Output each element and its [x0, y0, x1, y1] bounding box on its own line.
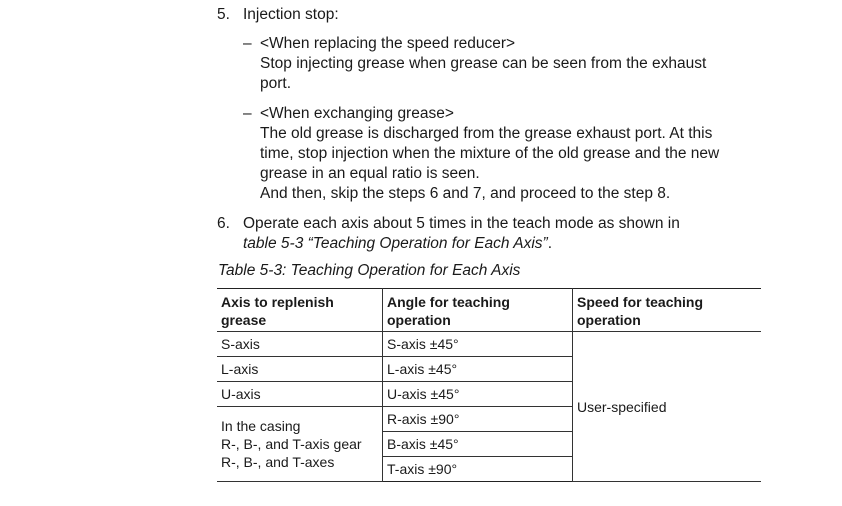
cell-angle: U-axis ±45°	[383, 382, 573, 407]
bullet-text-line: The old grease is discharged from the grease exhaust port. At this	[260, 125, 713, 142]
bullet-heading-replacing: <When replacing the speed reducer>	[260, 35, 516, 52]
table-caption: Table 5-3: Teaching Operation for Each Axis	[218, 262, 521, 279]
table-row	[217, 332, 761, 357]
cell-angle: L-axis ±45°	[383, 357, 573, 382]
bullet-heading-exchanging: <When exchanging grease>	[260, 105, 454, 122]
teaching-operation-table	[217, 288, 761, 482]
cell-angle: S-axis ±45°	[383, 332, 573, 357]
step-5-number: 5.	[217, 6, 230, 23]
bullet-text-line: grease in an equal ratio is seen.	[260, 165, 480, 182]
bullet-text-line: And then, skip the steps 6 and 7, and proceed to the step 8.	[260, 185, 671, 202]
bullet-text-line: time, stop injection when the mixture of the old grease and the new	[260, 145, 720, 162]
bullet-text-line: Stop injecting grease when grease can be seen from the exhaust	[260, 55, 707, 72]
cell-angle: R-axis ±90°	[383, 407, 573, 432]
step-6-text: Operate each axis about 5 times in the teach mode as shown in	[243, 215, 680, 232]
header-axis: Axis to replenish grease	[217, 289, 383, 332]
step-6-table-reference[interactable]	[243, 234, 552, 254]
cell-axis-casing: In the casing R-, B-, and T-axis gear R-, B-, and T-axes	[217, 407, 383, 482]
step-5-title: Injection stop:	[243, 6, 339, 23]
table-reference-link[interactable]: table 5-3 “Teaching Operation for Each Axis”	[243, 235, 548, 252]
bullet-dash: –	[243, 35, 252, 52]
header-angle: Angle for teaching operation	[383, 289, 573, 332]
table-header-row	[217, 289, 761, 332]
cell-axis: U-axis	[217, 382, 383, 407]
table-reference-period: .	[547, 235, 553, 252]
cell-angle: B-axis ±45°	[383, 432, 573, 457]
step-6-number: 6.	[217, 215, 230, 232]
header-speed: Speed for teaching operation	[573, 289, 762, 332]
cell-speed: User-specified	[573, 332, 762, 482]
cell-angle: T-axis ±90°	[383, 457, 573, 482]
cell-axis: L-axis	[217, 357, 383, 382]
bullet-dash: –	[243, 105, 252, 122]
bullet-text-line: port.	[260, 75, 292, 92]
cell-axis: S-axis	[217, 332, 383, 357]
